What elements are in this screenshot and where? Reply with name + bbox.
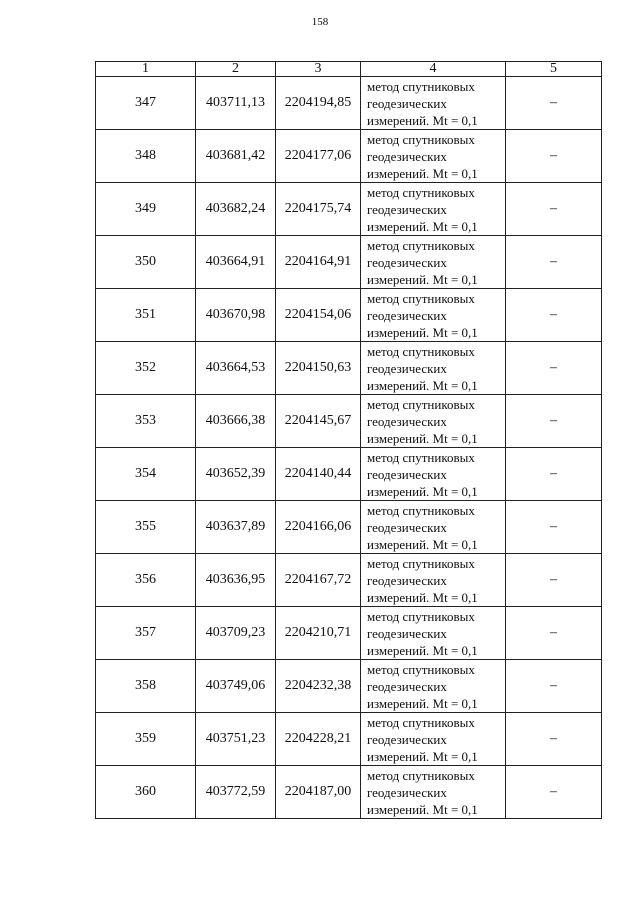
method-line-2: геодезических xyxy=(367,572,447,588)
method-line-2: геодезических xyxy=(367,201,447,217)
note-cell: – xyxy=(506,183,602,236)
method-line-3: измерений. Mt = 0,1 xyxy=(367,801,478,817)
x-coordinate-cell: 403652,39 xyxy=(196,448,276,501)
table-row xyxy=(96,501,602,554)
header-col-4: 4 xyxy=(361,62,506,77)
y-coordinate-cell: 2204175,74 xyxy=(276,183,361,236)
x-coordinate-cell: 403682,24 xyxy=(196,183,276,236)
method-line-2: геодезических xyxy=(367,678,447,694)
method-line-3: измерений. Mt = 0,1 xyxy=(367,324,478,340)
method-cell xyxy=(361,607,506,660)
x-coordinate-cell: 403664,91 xyxy=(196,236,276,289)
header-col-1: 1 xyxy=(96,62,196,77)
y-coordinate-cell: 2204177,06 xyxy=(276,130,361,183)
method-line-1: метод спутниковых xyxy=(367,449,475,465)
method-line-3: измерений. Mt = 0,1 xyxy=(367,642,478,658)
method-cell xyxy=(361,501,506,554)
x-coordinate-cell: 403670,98 xyxy=(196,289,276,342)
method-line-3: измерений. Mt = 0,1 xyxy=(367,748,478,764)
note-cell: – xyxy=(506,501,602,554)
y-coordinate-cell: 2204187,00 xyxy=(276,766,361,819)
table-row xyxy=(96,289,602,342)
note-cell: – xyxy=(506,448,602,501)
table-row xyxy=(96,395,602,448)
method-line-2: геодезических xyxy=(367,519,447,535)
x-coordinate-cell: 403751,23 xyxy=(196,713,276,766)
method-line-1: метод спутниковых xyxy=(367,714,475,730)
method-cell xyxy=(361,395,506,448)
x-coordinate-cell: 403666,38 xyxy=(196,395,276,448)
method-cell xyxy=(361,77,506,130)
method-cell xyxy=(361,766,506,819)
method-line-2: геодезических xyxy=(367,625,447,641)
method-line-1: метод спутниковых xyxy=(367,502,475,518)
point-number-cell: 360 xyxy=(96,766,196,819)
header-col-2: 2 xyxy=(196,62,276,77)
x-coordinate-cell: 403772,59 xyxy=(196,766,276,819)
x-coordinate-cell: 403636,95 xyxy=(196,554,276,607)
x-coordinate-cell: 403637,89 xyxy=(196,501,276,554)
table-body xyxy=(96,77,602,819)
point-number-cell: 353 xyxy=(96,395,196,448)
point-number-cell: 354 xyxy=(96,448,196,501)
method-cell xyxy=(361,236,506,289)
x-coordinate-cell: 403709,23 xyxy=(196,607,276,660)
table-row xyxy=(96,713,602,766)
note-cell: – xyxy=(506,766,602,819)
table-row xyxy=(96,766,602,819)
y-coordinate-cell: 2204167,72 xyxy=(276,554,361,607)
method-line-1: метод спутниковых xyxy=(367,343,475,359)
y-coordinate-cell: 2204166,06 xyxy=(276,501,361,554)
table-row xyxy=(96,554,602,607)
method-line-1: метод спутниковых xyxy=(367,184,475,200)
table-row xyxy=(96,448,602,501)
method-cell xyxy=(361,554,506,607)
method-line-1: метод спутниковых xyxy=(367,131,475,147)
method-cell xyxy=(361,448,506,501)
method-line-3: измерений. Mt = 0,1 xyxy=(367,430,478,446)
point-number-cell: 356 xyxy=(96,554,196,607)
method-cell xyxy=(361,713,506,766)
method-cell xyxy=(361,183,506,236)
y-coordinate-cell: 2204232,38 xyxy=(276,660,361,713)
method-cell xyxy=(361,289,506,342)
method-line-3: измерений. Mt = 0,1 xyxy=(367,377,478,393)
note-cell: – xyxy=(506,607,602,660)
method-line-1: метод спутниковых xyxy=(367,78,475,94)
method-line-3: измерений. Mt = 0,1 xyxy=(367,271,478,287)
method-line-3: измерений. Mt = 0,1 xyxy=(367,536,478,552)
table-row xyxy=(96,660,602,713)
y-coordinate-cell: 2204154,06 xyxy=(276,289,361,342)
point-number-cell: 351 xyxy=(96,289,196,342)
table-row xyxy=(96,607,602,660)
method-line-2: геодезических xyxy=(367,466,447,482)
method-line-1: метод спутниковых xyxy=(367,767,475,783)
x-coordinate-cell: 403749,06 xyxy=(196,660,276,713)
method-line-3: измерений. Mt = 0,1 xyxy=(367,165,478,181)
method-line-3: измерений. Mt = 0,1 xyxy=(367,112,478,128)
y-coordinate-cell: 2204150,63 xyxy=(276,342,361,395)
y-coordinate-cell: 2204194,85 xyxy=(276,77,361,130)
coordinates-table xyxy=(95,61,602,819)
note-cell: – xyxy=(506,289,602,342)
method-line-2: геодезических xyxy=(367,784,447,800)
header-col-5: 5 xyxy=(506,62,602,77)
method-line-2: геодезических xyxy=(367,307,447,323)
method-line-1: метод спутниковых xyxy=(367,608,475,624)
method-line-2: геодезических xyxy=(367,254,447,270)
point-number-cell: 355 xyxy=(96,501,196,554)
method-line-1: метод спутниковых xyxy=(367,396,475,412)
method-cell xyxy=(361,342,506,395)
table-row xyxy=(96,342,602,395)
table-row xyxy=(96,77,602,130)
method-line-2: геодезических xyxy=(367,95,447,111)
point-number-cell: 357 xyxy=(96,607,196,660)
table-row xyxy=(96,130,602,183)
point-number-cell: 359 xyxy=(96,713,196,766)
method-line-2: геодезических xyxy=(367,360,447,376)
note-cell: – xyxy=(506,342,602,395)
y-coordinate-cell: 2204164,91 xyxy=(276,236,361,289)
header-col-3: 3 xyxy=(276,62,361,77)
note-cell: – xyxy=(506,236,602,289)
point-number-cell: 350 xyxy=(96,236,196,289)
method-line-1: метод спутниковых xyxy=(367,555,475,571)
method-line-1: метод спутниковых xyxy=(367,237,475,253)
method-line-1: метод спутниковых xyxy=(367,661,475,677)
method-line-3: измерений. Mt = 0,1 xyxy=(367,483,478,499)
note-cell: – xyxy=(506,130,602,183)
table-row xyxy=(96,236,602,289)
y-coordinate-cell: 2204210,71 xyxy=(276,607,361,660)
page-number: 158 xyxy=(311,16,329,28)
x-coordinate-cell: 403664,53 xyxy=(196,342,276,395)
note-cell: – xyxy=(506,395,602,448)
point-number-cell: 349 xyxy=(96,183,196,236)
table-row xyxy=(96,183,602,236)
note-cell: – xyxy=(506,77,602,130)
point-number-cell: 358 xyxy=(96,660,196,713)
method-cell xyxy=(361,660,506,713)
method-line-1: метод спутниковых xyxy=(367,290,475,306)
y-coordinate-cell: 2204145,67 xyxy=(276,395,361,448)
header-row xyxy=(96,62,602,77)
method-line-2: геодезических xyxy=(367,148,447,164)
method-line-3: измерений. Mt = 0,1 xyxy=(367,695,478,711)
point-number-cell: 348 xyxy=(96,130,196,183)
y-coordinate-cell: 2204140,44 xyxy=(276,448,361,501)
y-coordinate-cell: 2204228,21 xyxy=(276,713,361,766)
point-number-cell: 347 xyxy=(96,77,196,130)
x-coordinate-cell: 403711,13 xyxy=(196,77,276,130)
note-cell: – xyxy=(506,554,602,607)
method-line-2: геодезических xyxy=(367,731,447,747)
method-line-3: измерений. Mt = 0,1 xyxy=(367,218,478,234)
note-cell: – xyxy=(506,660,602,713)
x-coordinate-cell: 403681,42 xyxy=(196,130,276,183)
note-cell: – xyxy=(506,713,602,766)
method-line-2: геодезических xyxy=(367,413,447,429)
method-cell xyxy=(361,130,506,183)
method-line-3: измерений. Mt = 0,1 xyxy=(367,589,478,605)
point-number-cell: 352 xyxy=(96,342,196,395)
